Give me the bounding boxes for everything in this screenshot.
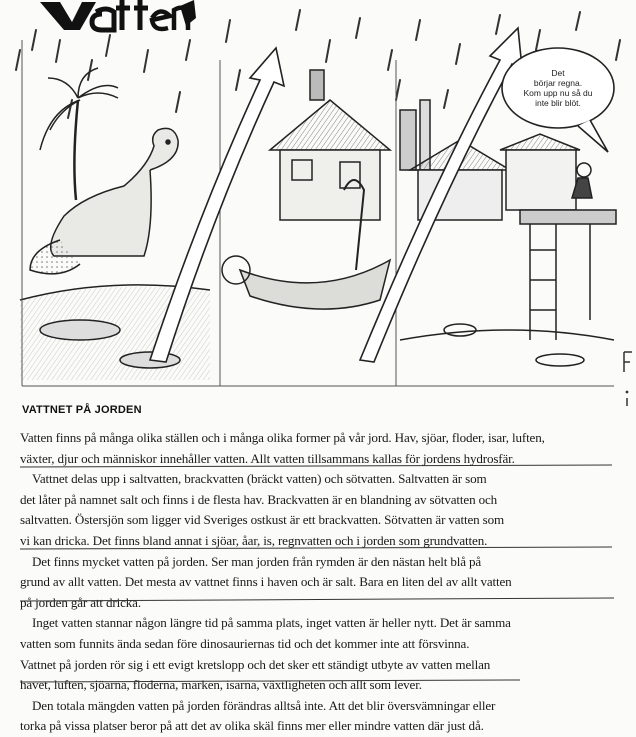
panel-house-boat xyxy=(222,70,390,309)
text-line: Vattnet delas upp i saltvatten, brackvatten (bräckt vatten) och sötvatten. Saltvatten är som xyxy=(32,471,487,487)
text-line: växter, djur och människor innehåller vatten. Allt vatten tillsammans kallas för jordens hydrosfär. xyxy=(20,450,515,466)
speech-line: Det xyxy=(551,68,565,78)
margin-mark xyxy=(620,348,634,408)
text-line: vatten som funnits ända sedan före dinosauriernas tid och det kommer inte att försvinna. xyxy=(20,635,470,651)
article-body xyxy=(20,428,634,737)
section-heading: VATTNET PÅ JORDEN xyxy=(22,404,142,416)
text-line: det låter på namnet salt och finns i de flesta hav. Brackvatten är en blandning av sötvatten och xyxy=(20,491,498,507)
text-line: vi kan dricka. Det finns bland annat i sjöar, åar, is, regnvatten och i jorden som grundvatten. xyxy=(20,532,488,548)
text-line: Det finns mycket vatten på jorden. Ser man jorden från rymden är den nästan helt blå på xyxy=(32,553,482,569)
panel-town-pier xyxy=(400,100,616,366)
text-line: havet, luften, sjöarna, floderna, marken, isarna, växtligheten och allt som lever. xyxy=(20,677,422,693)
text-line: grund av allt vatten. Det mesta av vattnet finns i haven och är salt. Bara en liten del av allt vatten xyxy=(20,574,512,590)
text-line: Vatten finns på många olika ställen och i många olika former på vår jord. Hav, sjöar, floder, isar, luften, xyxy=(20,430,545,445)
text-line: torka på vissa platser beror på att det av olika skäl finns mer eller mindre vatten där just då. xyxy=(20,718,484,734)
text-line: Den totala mängden vatten på jorden förändras alltså inte. Att det blir översvämningar eller xyxy=(32,697,496,713)
text-line: Vattnet på jorden rör sig i ett evigt kretslopp och det sker ett ständigt utbyte av vatten mellan xyxy=(20,656,491,672)
speech-line: inte blir blöt. xyxy=(535,98,581,108)
speech-line: Kom upp nu så du xyxy=(523,88,593,98)
text-line: Inget vatten stannar någon längre tid på samma plats, inget vatten är heller nytt. Det är samma xyxy=(32,615,511,631)
speech-line: börjar regna. xyxy=(533,78,583,88)
text-line: saltvatten. Östersjön som ligger vid Sveriges ostkust är ett brackvatten. Sötvatten är vatten som xyxy=(20,512,504,528)
text-line: på jorden går att dricka. xyxy=(20,594,141,610)
speech-bubble-text xyxy=(506,52,610,124)
title-logo xyxy=(40,0,196,30)
panel-dinosaur xyxy=(20,68,210,380)
